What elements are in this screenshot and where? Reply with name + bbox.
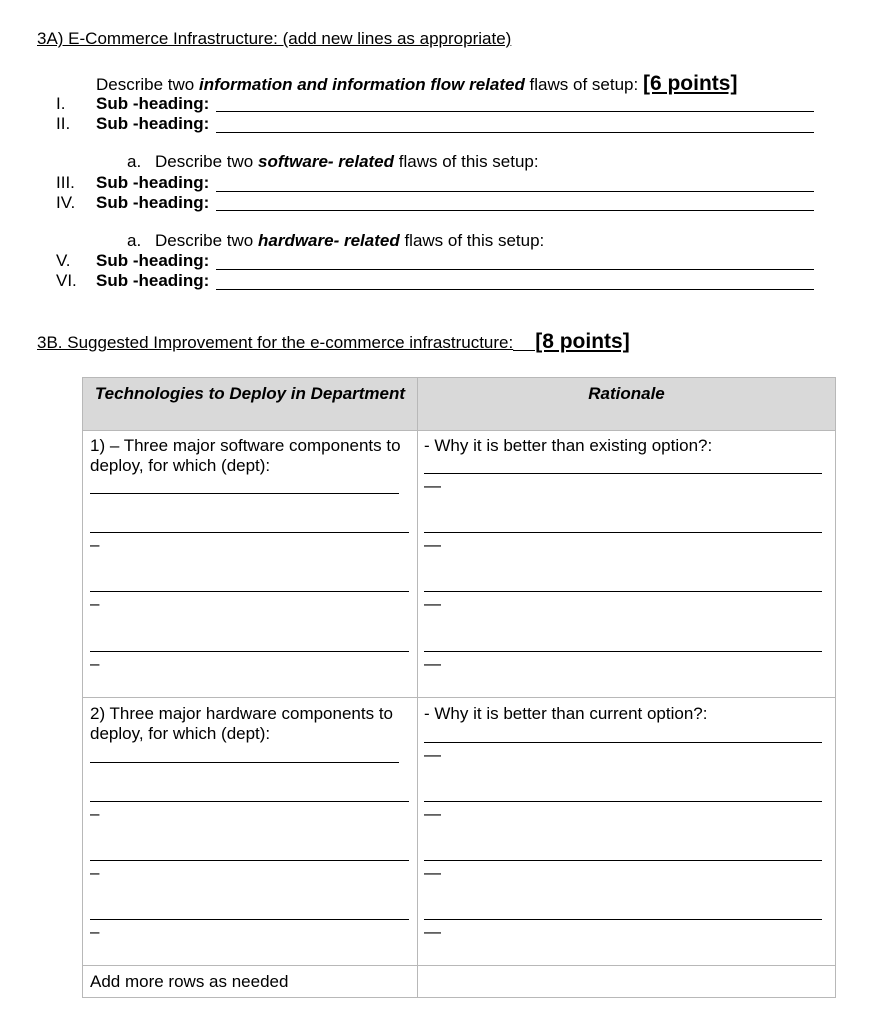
- subheading-6-line[interactable]: [216, 288, 814, 290]
- software-rationale-dash-4: —: [424, 654, 441, 673]
- hardware-rationale-dash-3: —: [424, 863, 441, 882]
- hardware-rationale-dash-2: —: [424, 804, 441, 823]
- col1-header: Technologies to Deploy in Department: [94, 384, 406, 403]
- hardware-marker: a.: [127, 231, 142, 250]
- subheading-6-label: Sub -heading:: [96, 271, 210, 290]
- software-rationale-dash-1: —: [424, 476, 441, 495]
- table-row-divider-2: [83, 965, 835, 966]
- section-3a-title: 3A) E-Commerce Infrastructure: (add new lines as appropriate): [37, 29, 512, 48]
- hardware-rationale-line-3[interactable]: [424, 860, 822, 861]
- software-flaws-prompt: [155, 152, 539, 172]
- hardware-components-prompt: 2) Three major hardware components to deploy, for which (dept):: [90, 704, 394, 743]
- hardware-line-2[interactable]: [90, 801, 409, 802]
- software-rationale-line-2[interactable]: [424, 532, 822, 533]
- hardware-dash-2: –: [90, 863, 100, 882]
- hardware-dash-1: –: [90, 804, 100, 823]
- subheading-1-line[interactable]: [216, 110, 814, 112]
- software-rationale-line-3[interactable]: [424, 591, 822, 592]
- subheading-1-label: Sub -heading:: [96, 94, 210, 113]
- hardware-dash-3: –: [90, 922, 100, 941]
- software-rationale-line-4[interactable]: [424, 651, 822, 652]
- software-line-1[interactable]: [90, 493, 399, 494]
- hardware-rationale-line-4[interactable]: [424, 919, 822, 920]
- software-line-2[interactable]: [90, 532, 409, 533]
- info-prompt-post: flaws of setup:: [524, 75, 643, 94]
- software-dash-1: –: [90, 535, 100, 554]
- hardware-prompt-emphasis: hardware- related: [257, 231, 400, 250]
- table-row-divider-1: [83, 697, 835, 698]
- numeral-3: III.: [56, 173, 75, 192]
- software-rationale-prompt: - Why it is better than existing option?:: [424, 436, 713, 455]
- software-prompt-pre: Describe two: [155, 152, 258, 171]
- subheading-3-line[interactable]: [216, 190, 814, 192]
- software-marker: a.: [127, 152, 142, 171]
- software-line-4[interactable]: [90, 651, 409, 652]
- table-column-divider: [417, 378, 418, 997]
- subheading-5-line[interactable]: [216, 268, 814, 270]
- numeral-5: V.: [56, 251, 71, 270]
- software-dash-3: –: [90, 654, 100, 673]
- numeral-6: VI.: [56, 271, 77, 290]
- subheading-3-label: Sub -heading:: [96, 173, 210, 192]
- hardware-flaws-prompt: [155, 231, 544, 251]
- info-prompt-emphasis: information and information flow related: [198, 75, 525, 94]
- section-3b-title: 3B. Suggested Improvement for the e-commerce infrastructure:: [37, 333, 514, 352]
- add-rows-note: Add more rows as needed: [90, 972, 289, 991]
- hardware-line-3[interactable]: [90, 860, 409, 861]
- software-components-prompt: 1) – Three major software components to deploy, for which (dept):: [90, 436, 401, 475]
- subheading-5-label: Sub -heading:: [96, 251, 210, 270]
- hardware-line-4[interactable]: [90, 919, 409, 920]
- section-3b-heading: [37, 330, 630, 354]
- subheading-2-label: Sub -heading:: [96, 114, 210, 133]
- hardware-rationale-prompt: - Why it is better than current option?:: [424, 704, 708, 723]
- info-flaws-prompt: [96, 72, 737, 96]
- software-line-3[interactable]: [90, 591, 409, 592]
- software-dash-2: –: [90, 594, 100, 613]
- hardware-rationale-dash-4: —: [424, 922, 441, 941]
- section-3b-points: [8 points]: [535, 330, 630, 353]
- subheading-2-line[interactable]: [216, 131, 814, 133]
- hardware-rationale-dash-1: —: [424, 745, 441, 764]
- subheading-4-label: Sub -heading:: [96, 193, 210, 212]
- col2-header: Rationale: [588, 384, 665, 403]
- numeral-2: II.: [56, 114, 71, 133]
- numeral-1: I.: [56, 94, 66, 113]
- software-rationale-line-1[interactable]: [424, 473, 822, 474]
- improvement-table: [82, 377, 836, 998]
- hardware-prompt-pre: Describe two: [155, 231, 258, 250]
- hardware-prompt-post: flaws of this setup:: [399, 231, 545, 250]
- hardware-rationale-line-1[interactable]: [424, 742, 822, 743]
- table-header-divider: [83, 430, 835, 431]
- software-prompt-emphasis: software- related: [257, 152, 395, 171]
- software-rationale-dash-3: —: [424, 594, 441, 613]
- hardware-line-1[interactable]: [90, 762, 399, 763]
- hardware-rationale-line-2[interactable]: [424, 801, 822, 802]
- subheading-4-line[interactable]: [216, 209, 814, 211]
- info-prompt-pre: Describe two: [96, 75, 199, 94]
- info-points: [6 points]: [642, 72, 738, 95]
- numeral-4: IV.: [56, 193, 76, 212]
- software-rationale-dash-2: —: [424, 535, 441, 554]
- software-prompt-post: flaws of this setup:: [394, 152, 539, 171]
